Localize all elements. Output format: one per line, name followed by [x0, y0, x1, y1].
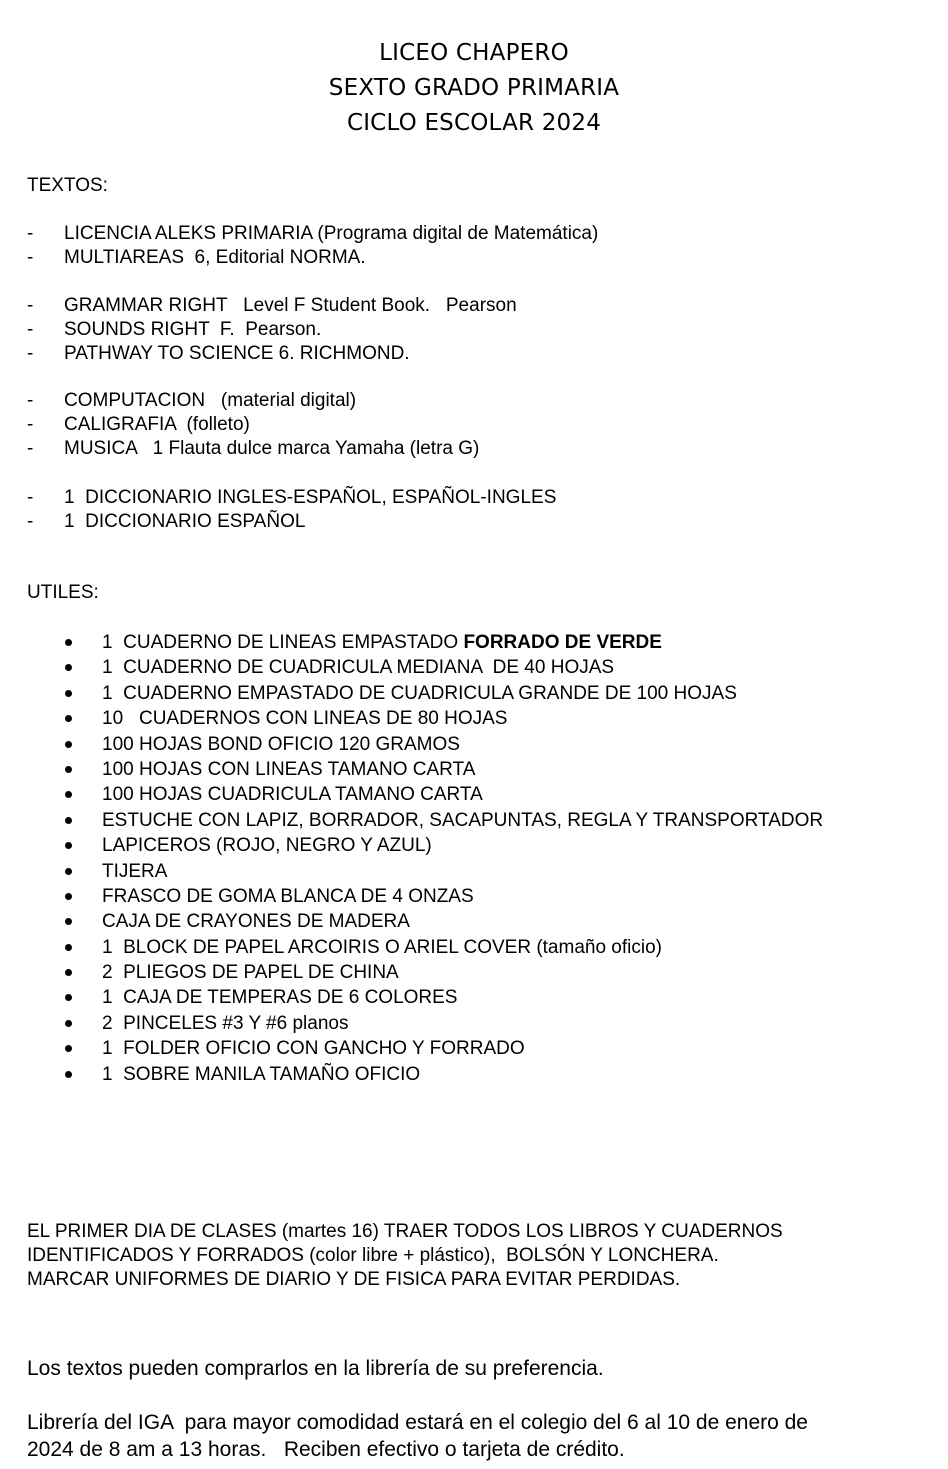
- list-item: 1 SOBRE MANILA TAMAÑO OFICIO: [62, 1062, 823, 1087]
- list-item: - 1 DICCIONARIO ESPAÑOL: [27, 511, 306, 532]
- bullet-icon: [65, 868, 72, 875]
- bullet-icon: [65, 664, 72, 671]
- list-item: 10 CUADERNOS CON LINEAS DE 80 HOJAS: [62, 706, 823, 731]
- list-item: FRASCO DE GOMA BLANCA DE 4 ONZAS: [62, 884, 823, 909]
- bullet-icon: [65, 842, 72, 849]
- bullet-icon: [65, 893, 72, 900]
- school-name: LICEO CHAPERO: [379, 40, 569, 66]
- bullet-icon: [65, 1045, 72, 1052]
- bullet-icon: [65, 766, 72, 773]
- bullet-icon: [65, 1020, 72, 1027]
- bullet-icon: [65, 944, 72, 951]
- list-item: - MUSICA 1 Flauta dulce marca Yamaha (letra G): [27, 438, 480, 459]
- list-item: - COMPUTACION (material digital): [27, 390, 357, 411]
- textos-group-2: [27, 294, 517, 366]
- first-day-notice: [27, 1220, 783, 1292]
- document-header: [0, 36, 948, 141]
- footer-paragraph-1: Los textos pueden comprarlos en la librería de su preferencia.: [27, 1357, 604, 1380]
- textos-group-4: [27, 486, 556, 534]
- dash-marker: -: [27, 295, 34, 316]
- bullet-icon: [65, 918, 72, 925]
- list-item: 2 PLIEGOS DE PAPEL DE CHINA: [62, 960, 823, 985]
- dash-marker: -: [27, 319, 34, 340]
- list-item: LAPICEROS (ROJO, NEGRO Y AZUL): [62, 833, 823, 858]
- list-item: 100 HOJAS BOND OFICIO 120 GRAMOS: [62, 732, 823, 757]
- dash-marker: -: [27, 390, 34, 411]
- textos-label: TEXTOS:: [27, 175, 108, 196]
- bullet-icon: [65, 715, 72, 722]
- bullet-icon: [65, 1071, 72, 1078]
- notice-line: MARCAR UNIFORMES DE DIARIO Y DE FISICA PARA EVITAR PERDIDAS.: [27, 1269, 681, 1290]
- list-item: - SOUNDS RIGHT F. Pearson.: [27, 319, 322, 340]
- bullet-icon: [65, 690, 72, 697]
- list-item: - MULTIAREAS 6, Editorial NORMA.: [27, 247, 366, 268]
- footer-paragraph-2: Librería del IGA para mayor comodidad estará en el colegio del 6 al 10 de enero de 2024 de 8 am a 13 horas. Reciben efectivo o tarjeta de crédito.: [27, 1411, 808, 1461]
- notice-line: IDENTIFICADOS Y FORRADOS (color libre + plástico), BOLSÓN Y LONCHERA.: [27, 1245, 719, 1266]
- list-item: - LICENCIA ALEKS PRIMARIA (Programa digital de Matemática): [27, 223, 599, 244]
- dash-marker: -: [27, 511, 34, 532]
- bullet-icon: [65, 791, 72, 798]
- list-item: 1 CUADERNO DE LINEAS EMPASTADO FORRADO DE VERDE: [62, 630, 823, 655]
- list-item: 100 HOJAS CUADRICULA TAMANO CARTA: [62, 782, 823, 807]
- list-item: 1 CUADERNO EMPASTADO DE CUADRICULA GRANDE DE 100 HOJAS: [62, 681, 823, 706]
- dash-marker: -: [27, 223, 34, 244]
- list-item: - 1 DICCIONARIO INGLES-ESPAÑOL, ESPAÑOL-INGLES: [27, 487, 557, 508]
- textos-group-1: [27, 222, 598, 270]
- dash-marker: -: [27, 343, 34, 364]
- list-item: 1 BLOCK DE PAPEL ARCOIRIS O ARIEL COVER (tamaño oficio): [62, 935, 823, 960]
- list-item: 1 FOLDER OFICIO CON GANCHO Y FORRADO: [62, 1036, 823, 1061]
- grade-title: SEXTO GRADO PRIMARIA: [328, 75, 620, 101]
- school-year: CICLO ESCOLAR 2024: [346, 110, 602, 136]
- list-item: - PATHWAY TO SCIENCE 6. RICHMOND.: [27, 343, 410, 364]
- bullet-icon: [65, 639, 72, 646]
- list-item: - CALIGRAFIA (folleto): [27, 414, 250, 435]
- utiles-label: UTILES:: [27, 582, 99, 603]
- bullet-icon: [65, 969, 72, 976]
- list-item: ESTUCHE CON LAPIZ, BORRADOR, SACAPUNTAS, REGLA Y TRANSPORTADOR: [62, 808, 823, 833]
- dash-marker: -: [27, 414, 34, 435]
- list-item: 1 CUADERNO DE CUADRICULA MEDIANA DE 40 HOJAS: [62, 655, 823, 680]
- list-item: TIJERA: [62, 859, 823, 884]
- textos-group-3: [27, 389, 479, 461]
- list-item: 2 PINCELES #3 Y #6 planos: [62, 1011, 823, 1036]
- dash-marker: -: [27, 487, 34, 508]
- list-item: - GRAMMAR RIGHT Level F Student Book. Pearson: [27, 295, 517, 316]
- notice-line: EL PRIMER DIA DE CLASES (martes 16) TRAER TODOS LOS LIBROS Y CUADERNOS: [27, 1221, 783, 1242]
- dash-marker: -: [27, 438, 34, 459]
- list-item: CAJA DE CRAYONES DE MADERA: [62, 909, 823, 934]
- bullet-icon: [65, 817, 72, 824]
- utiles-list: [62, 630, 823, 1087]
- emphasis-text: FORRADO DE VERDE: [463, 632, 662, 653]
- bullet-icon: [65, 741, 72, 748]
- list-item: 100 HOJAS CON LINEAS TAMANO CARTA: [62, 757, 823, 782]
- list-item: 1 CAJA DE TEMPERAS DE 6 COLORES: [62, 985, 823, 1010]
- dash-marker: -: [27, 247, 34, 268]
- bullet-icon: [65, 994, 72, 1001]
